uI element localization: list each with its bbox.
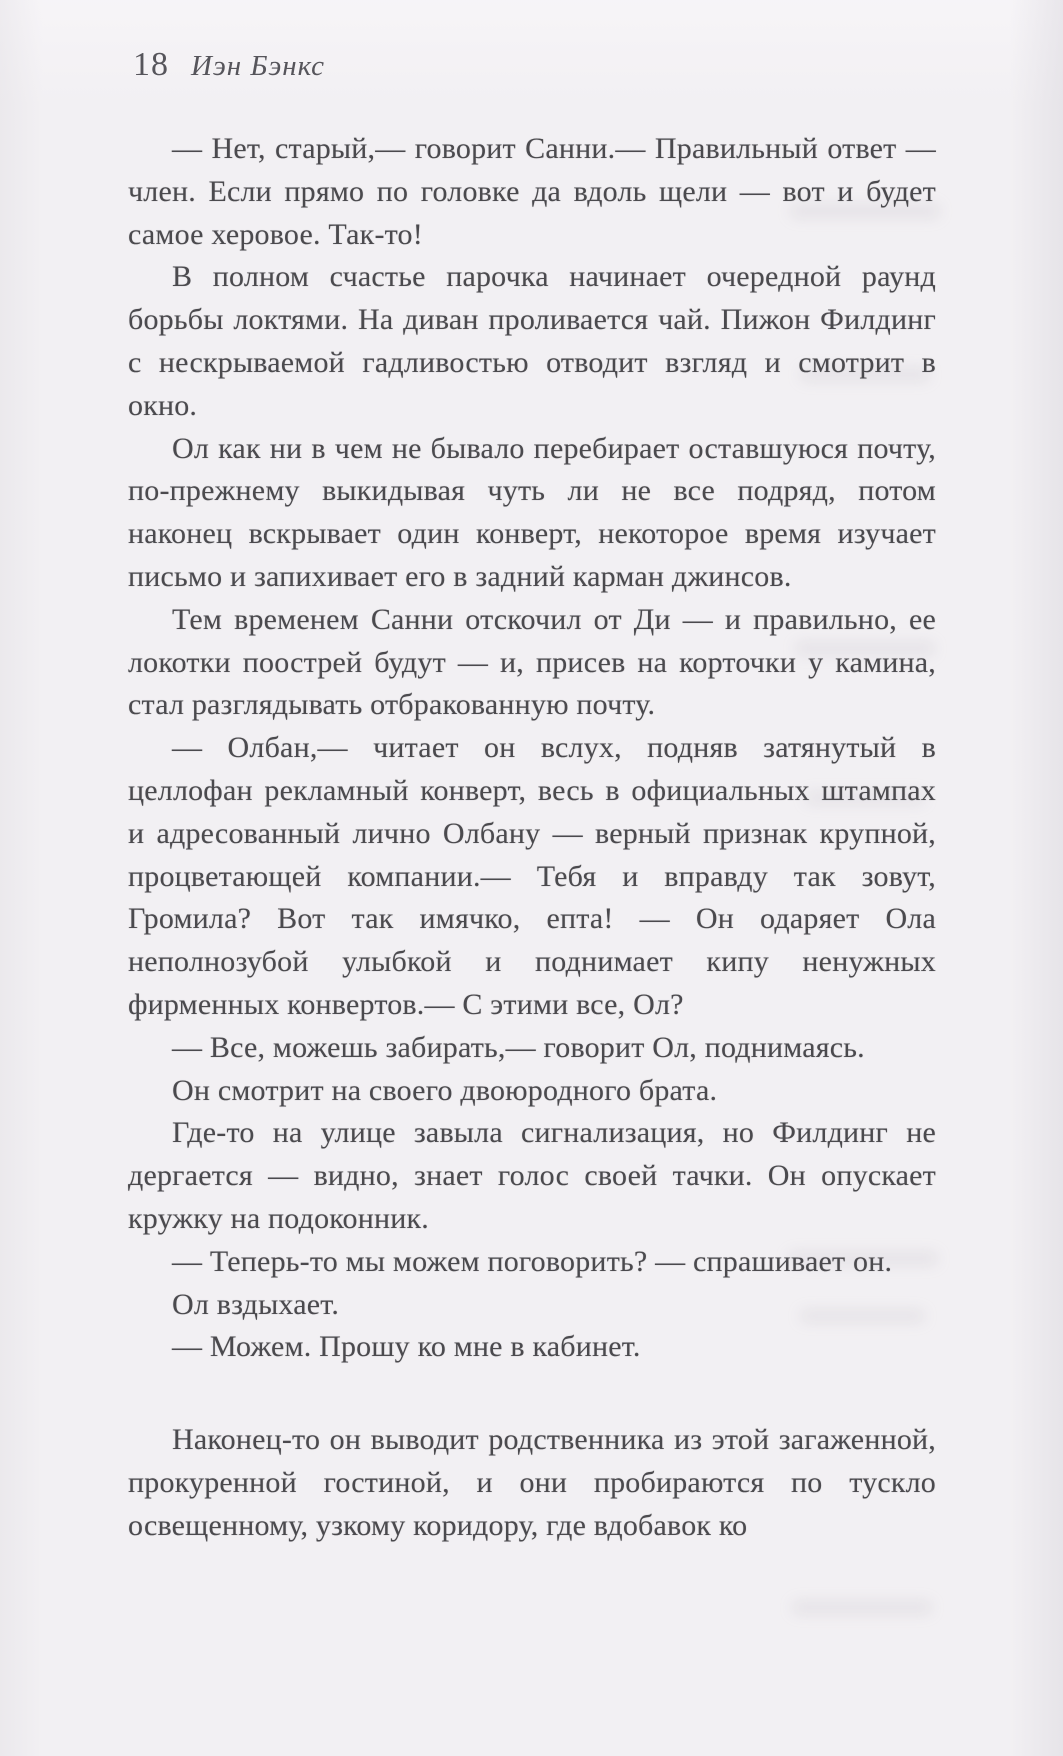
paragraph: Наконец-то он выводит родственника из этой загаженной, прокуренной гостиной, и они пробираются по тускло освещенному, узкому коридору, где вдобавок ко bbox=[128, 1423, 936, 1542]
running-head-author: Иэн Бэнкс bbox=[191, 50, 325, 82]
paragraph: Тем временем Санни отскочил от Ди — и правильно, ее локотки поострей будут — и, присев на корточки у камина, стал разглядывать отбракованную почту. bbox=[128, 602, 936, 722]
paragraph: В полном счастье парочка начинает очередной раунд борьбы локтями. На диван проливается чай. Пижон Филдинг с нескрываемой гадливостью отводит взгляд и смотрит в окно. bbox=[128, 260, 936, 422]
paragraph: — Теперь-то мы можем поговорить? — спрашивает он. bbox=[172, 1244, 893, 1278]
paragraph: — Олбан,— читает он вслух, подняв затянутый в целлофан рекламный конверт, весь в официальных штампах и адресованный лично Олбану — верный признак крупной, процветающей компании.— Тебя и вправду так зовут, Громила? Вот так имячко, епта! — Он одаряет Ола неполнозубой улыбкой и поднимает кипу ненужных фирменных конвертов.— С этими все, Ол? bbox=[128, 731, 936, 1021]
running-head bbox=[133, 46, 325, 84]
paragraph: Где-то на улице завыла сигнализация, но Филдинг не дергается — видно, знает голос своей тачки. Он опускает кружку на подоконник. bbox=[128, 1116, 936, 1235]
scan-smudge bbox=[792, 1601, 932, 1614]
paragraph: Ол как ни в чем не бывало перебирает оставшуюся почту, по-прежнему выкидывая чуть ли не все подряд, потом наконец вскрывает один конверт, некоторое время изучает письмо и запихивает его в задний карман джинсов. bbox=[128, 431, 936, 593]
paragraph: Он смотрит на своего двоюродного брата. bbox=[172, 1073, 718, 1107]
page-number: 18 bbox=[133, 46, 169, 83]
paragraph: Ол вздыхает. bbox=[172, 1287, 340, 1321]
paragraph: — Можем. Прошу ко мне в кабинет. bbox=[172, 1330, 641, 1364]
paragraph: — Все, можешь забирать,— говорит Ол, поднимаясь. bbox=[172, 1030, 865, 1064]
paragraph: — Нет, старый,— говорит Санни.— Правильный ответ — член. Если прямо по головке да вдоль щели — вот и будет самое херовое. Так-то! bbox=[128, 132, 936, 251]
body-text bbox=[128, 128, 936, 1548]
